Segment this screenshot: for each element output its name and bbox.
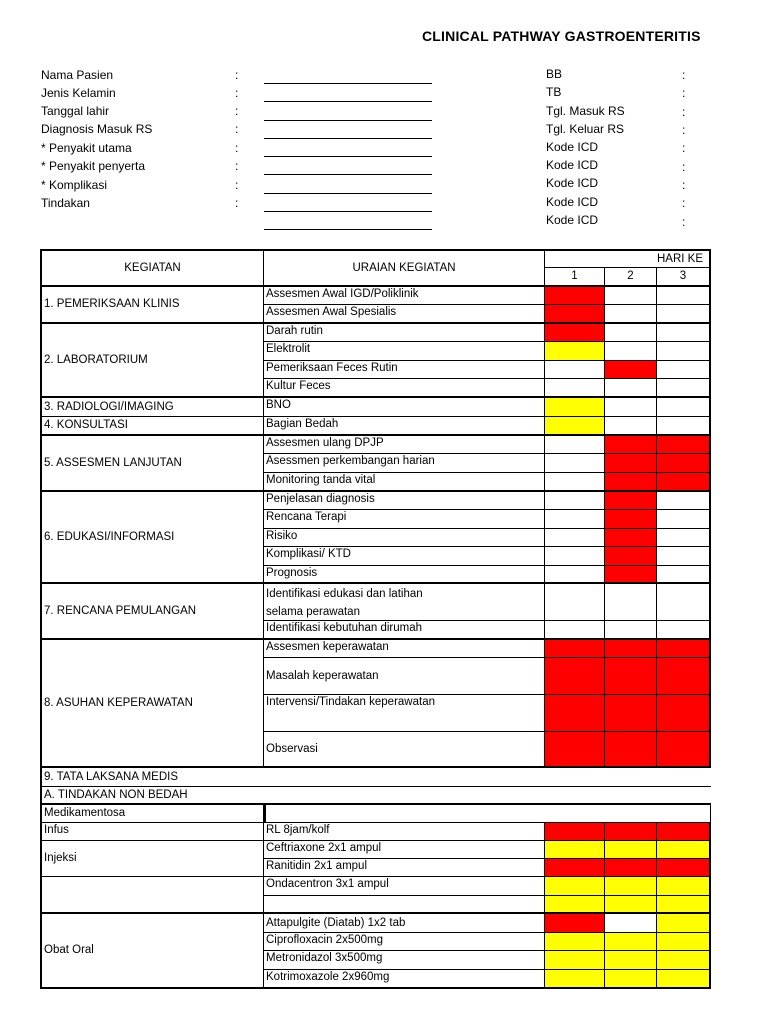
day-1-cell <box>545 436 605 454</box>
day-3-cell <box>657 510 711 529</box>
day-3-cell <box>657 914 711 933</box>
day-3-cell <box>657 492 711 510</box>
day-1-cell <box>545 379 605 398</box>
medication-item: RL 8jam/kolf <box>264 823 545 841</box>
activity-item <box>264 584 545 621</box>
fill-line[interactable] <box>264 101 432 102</box>
day-3-cell <box>657 417 711 436</box>
day-3-cell <box>657 379 711 398</box>
day-1-cell <box>545 361 605 379</box>
field-label: Kode ICD <box>546 176 599 190</box>
group-asuhan-keperawatan: 8. ASUHAN KEPERAWATAN <box>40 640 264 768</box>
day-3-cell <box>657 933 711 951</box>
medication-item: Metronidazol 3x500mg <box>264 951 545 970</box>
activity-item: Assesmen Awal IGD/Poliklinik <box>264 287 545 305</box>
group-tindakan-non-bedah: A. TINDAKAN NON BEDAH <box>40 787 711 805</box>
day-3-cell <box>657 877 711 896</box>
field-label: Kode ICD <box>546 140 599 154</box>
field-label: Jenis Kelamin <box>41 86 116 100</box>
field-label: Tindakan <box>41 196 90 210</box>
colon: : <box>682 105 686 119</box>
activity-item: Intervensi/Tindakan keperawatan <box>264 695 545 732</box>
day-2-cell <box>605 492 657 510</box>
activity-item: Identifikasi kebutuhan dirumah <box>264 621 545 640</box>
day-1-cell <box>545 473 605 492</box>
header-day-3: 3 <box>657 268 711 287</box>
medication-item: Ondacentron 3x1 ampul <box>264 877 545 896</box>
activity-item: Masalah keperawatan <box>264 658 545 695</box>
day-3-cell <box>657 841 711 859</box>
activity-item-line: Identifikasi edukasi dan latihan <box>266 588 423 600</box>
activity-item: Asessmen perkembangan harian <box>264 454 545 473</box>
day-3-cell <box>657 658 711 695</box>
colon: : <box>682 160 686 174</box>
day-2-cell <box>605 732 657 768</box>
colon: : <box>682 86 686 100</box>
day-2-cell <box>605 695 657 732</box>
colon: : <box>235 196 239 210</box>
header-day-2: 2 <box>605 268 657 287</box>
colon: : <box>682 196 686 210</box>
fill-line[interactable] <box>264 120 432 121</box>
medication-item: Ciprofloxacin 2x500mg <box>264 933 545 951</box>
day-2-cell <box>605 510 657 529</box>
activity-item: Risiko <box>264 529 545 547</box>
medication-item: Attapulgite (Diatab) 1x2 tab <box>264 914 545 933</box>
day-2-cell <box>605 436 657 454</box>
day-1-cell <box>545 914 605 933</box>
colon: : <box>235 141 239 155</box>
group-laboratorium: 2. LABORATORIUM <box>40 324 264 398</box>
day-3-cell <box>657 361 711 379</box>
group-tata-laksana-medis: 9. TATA LAKSANA MEDIS <box>40 768 711 787</box>
day-2-cell <box>605 933 657 951</box>
day-3-cell <box>657 547 711 566</box>
day-3-cell <box>657 473 711 492</box>
day-2-cell <box>605 305 657 324</box>
colon: : <box>235 159 239 173</box>
day-2-cell <box>605 914 657 933</box>
day-2-cell <box>605 324 657 342</box>
group-infus: Infus <box>40 823 264 841</box>
medication-item: Kotrimoxazole 2x960mg <box>264 970 545 989</box>
day-3-cell <box>657 324 711 342</box>
activity-item: Penjelasan diagnosis <box>264 492 545 510</box>
header-day-1: 1 <box>545 268 605 287</box>
day-2-cell <box>605 473 657 492</box>
day-2-cell <box>605 859 657 877</box>
day-1-cell <box>545 529 605 547</box>
activity-item: Assesmen keperawatan <box>264 640 545 658</box>
activity-item-line: selama perawatan <box>266 606 360 618</box>
day-2-cell <box>605 951 657 970</box>
day-2-cell <box>605 379 657 398</box>
day-2-cell <box>605 584 657 621</box>
day-3-cell <box>657 566 711 584</box>
day-3-cell <box>657 305 711 324</box>
day-1-cell <box>545 877 605 896</box>
activity-item: Assesmen ulang DPJP <box>264 436 545 454</box>
activity-item: Pemeriksaan Feces Rutin <box>264 361 545 379</box>
activity-item: Assesmen Awal Spesialis <box>264 305 545 324</box>
field-label: * Komplikasi <box>41 178 108 192</box>
field-label: Kode ICD <box>546 158 599 172</box>
day-1-cell <box>545 841 605 859</box>
medication-item <box>264 896 545 914</box>
activity-item: Observasi <box>264 732 545 768</box>
activity-item: Rencana Terapi <box>264 510 545 529</box>
day-2-cell <box>605 547 657 566</box>
day-2-cell <box>605 342 657 361</box>
day-1-cell <box>545 640 605 658</box>
day-3-cell <box>657 859 711 877</box>
day-3-cell <box>657 951 711 970</box>
group-pemeriksaan-klinis: 1. PEMERIKSAAN KLINIS <box>40 287 264 324</box>
day-1-cell <box>545 970 605 989</box>
day-2-cell <box>605 896 657 914</box>
header-kegiatan: KEGIATAN <box>40 249 264 287</box>
field-label: * Penyakit utama <box>41 141 132 155</box>
field-label: TB <box>546 85 562 99</box>
day-2-cell <box>605 877 657 896</box>
day-2-cell <box>605 841 657 859</box>
day-2-cell <box>605 529 657 547</box>
day-1-cell <box>545 933 605 951</box>
pathway-table <box>40 249 711 989</box>
fill-line[interactable] <box>264 211 432 212</box>
activity-item: Darah rutin <box>264 324 545 342</box>
day-1-cell <box>545 584 605 621</box>
group-radiologi: 3. RADIOLOGI/IMAGING <box>40 398 264 417</box>
colon: : <box>235 178 239 192</box>
medication-item: Ceftriaxone 2x1 ampul <box>264 841 545 859</box>
group-assesmen-lanjutan: 5. ASSESMEN LANJUTAN <box>40 436 264 492</box>
colon: : <box>235 68 239 82</box>
day-1-cell <box>545 566 605 584</box>
fill-line[interactable] <box>264 83 432 84</box>
day-2-cell <box>605 398 657 417</box>
colon: : <box>235 86 239 100</box>
day-3-cell <box>657 398 711 417</box>
day-1-cell <box>545 510 605 529</box>
colon: : <box>682 215 686 229</box>
activity-item: Komplikasi/ KTD <box>264 547 545 566</box>
group-rencana-pemulangan: 7. RENCANA PEMULANGAN <box>40 584 264 640</box>
field-label: Diagnosis Masuk RS <box>41 122 153 136</box>
day-1-cell <box>545 305 605 324</box>
activity-item: Monitoring tanda vital <box>264 473 545 492</box>
day-1-cell <box>545 695 605 732</box>
group-blank <box>40 877 264 914</box>
day-3-cell <box>657 640 711 658</box>
day-1-cell <box>545 417 605 436</box>
day-3-cell <box>657 732 711 768</box>
day-1-cell <box>545 342 605 361</box>
day-2-cell <box>605 566 657 584</box>
day-3-cell <box>657 896 711 914</box>
day-2-cell <box>605 640 657 658</box>
day-3-cell <box>657 970 711 989</box>
day-2-cell <box>605 417 657 436</box>
day-2-cell <box>605 970 657 989</box>
field-label: Kode ICD <box>546 213 599 227</box>
day-2-cell <box>605 621 657 640</box>
day-1-cell <box>545 547 605 566</box>
day-1-cell <box>545 951 605 970</box>
day-2-cell <box>605 454 657 473</box>
day-3-cell <box>657 454 711 473</box>
header-uraian: URAIAN KEGIATAN <box>264 249 545 287</box>
colon: : <box>682 123 686 137</box>
activity-item: Elektrolit <box>264 342 545 361</box>
day-1-cell <box>545 732 605 768</box>
day-1-cell <box>545 492 605 510</box>
day-3-cell <box>657 436 711 454</box>
group-medikamentosa: Medikamentosa <box>40 805 264 823</box>
fill-line[interactable] <box>264 174 432 175</box>
group-obat-oral: Obat Oral <box>40 914 264 989</box>
field-label: * Penyakit penyerta <box>41 159 146 173</box>
page-title: CLINICAL PATHWAY GASTROENTERITIS <box>422 28 701 44</box>
colon: : <box>235 104 239 118</box>
header-hari-ke: HARI KE <box>545 249 711 268</box>
day-1-cell <box>545 823 605 841</box>
day-3-cell <box>657 287 711 305</box>
day-1-cell <box>545 287 605 305</box>
day-1-cell <box>545 859 605 877</box>
medikamentosa-blank <box>264 805 711 823</box>
day-2-cell <box>605 361 657 379</box>
day-3-cell <box>657 342 711 361</box>
colon: : <box>682 68 686 82</box>
fill-line[interactable] <box>264 156 432 157</box>
day-1-cell <box>545 398 605 417</box>
day-3-cell <box>657 584 711 621</box>
field-label: Tgl. Masuk RS <box>546 104 625 118</box>
day-2-cell <box>605 823 657 841</box>
field-label: Nama Pasien <box>41 68 114 82</box>
day-3-cell <box>657 621 711 640</box>
day-1-cell <box>545 896 605 914</box>
fill-line[interactable] <box>264 193 432 194</box>
day-1-cell <box>545 658 605 695</box>
day-3-cell <box>657 823 711 841</box>
colon: : <box>682 178 686 192</box>
field-label: Tgl. Keluar RS <box>546 122 625 136</box>
day-2-cell <box>605 287 657 305</box>
field-label: Kode ICD <box>546 195 599 209</box>
group-edukasi: 6. EDUKASI/INFORMASI <box>40 492 264 584</box>
activity-item: Prognosis <box>264 566 545 584</box>
field-label: BB <box>546 67 563 81</box>
group-konsultasi: 4. KONSULTASI <box>40 417 264 436</box>
colon: : <box>682 141 686 155</box>
activity-item: BNO <box>264 398 545 417</box>
day-2-cell <box>605 658 657 695</box>
colon: : <box>235 122 239 136</box>
activity-item: Bagian Bedah <box>264 417 545 436</box>
day-3-cell <box>657 695 711 732</box>
day-1-cell <box>545 324 605 342</box>
activity-item: Kultur Feces <box>264 379 545 398</box>
group-injeksi: Injeksi <box>40 841 264 877</box>
day-1-cell <box>545 454 605 473</box>
fill-line[interactable] <box>264 138 432 139</box>
fill-line[interactable] <box>264 229 432 230</box>
field-label: Tanggal lahir <box>41 104 110 118</box>
medication-item: Ranitidin 2x1 ampul <box>264 859 545 877</box>
day-1-cell <box>545 621 605 640</box>
day-3-cell <box>657 529 711 547</box>
